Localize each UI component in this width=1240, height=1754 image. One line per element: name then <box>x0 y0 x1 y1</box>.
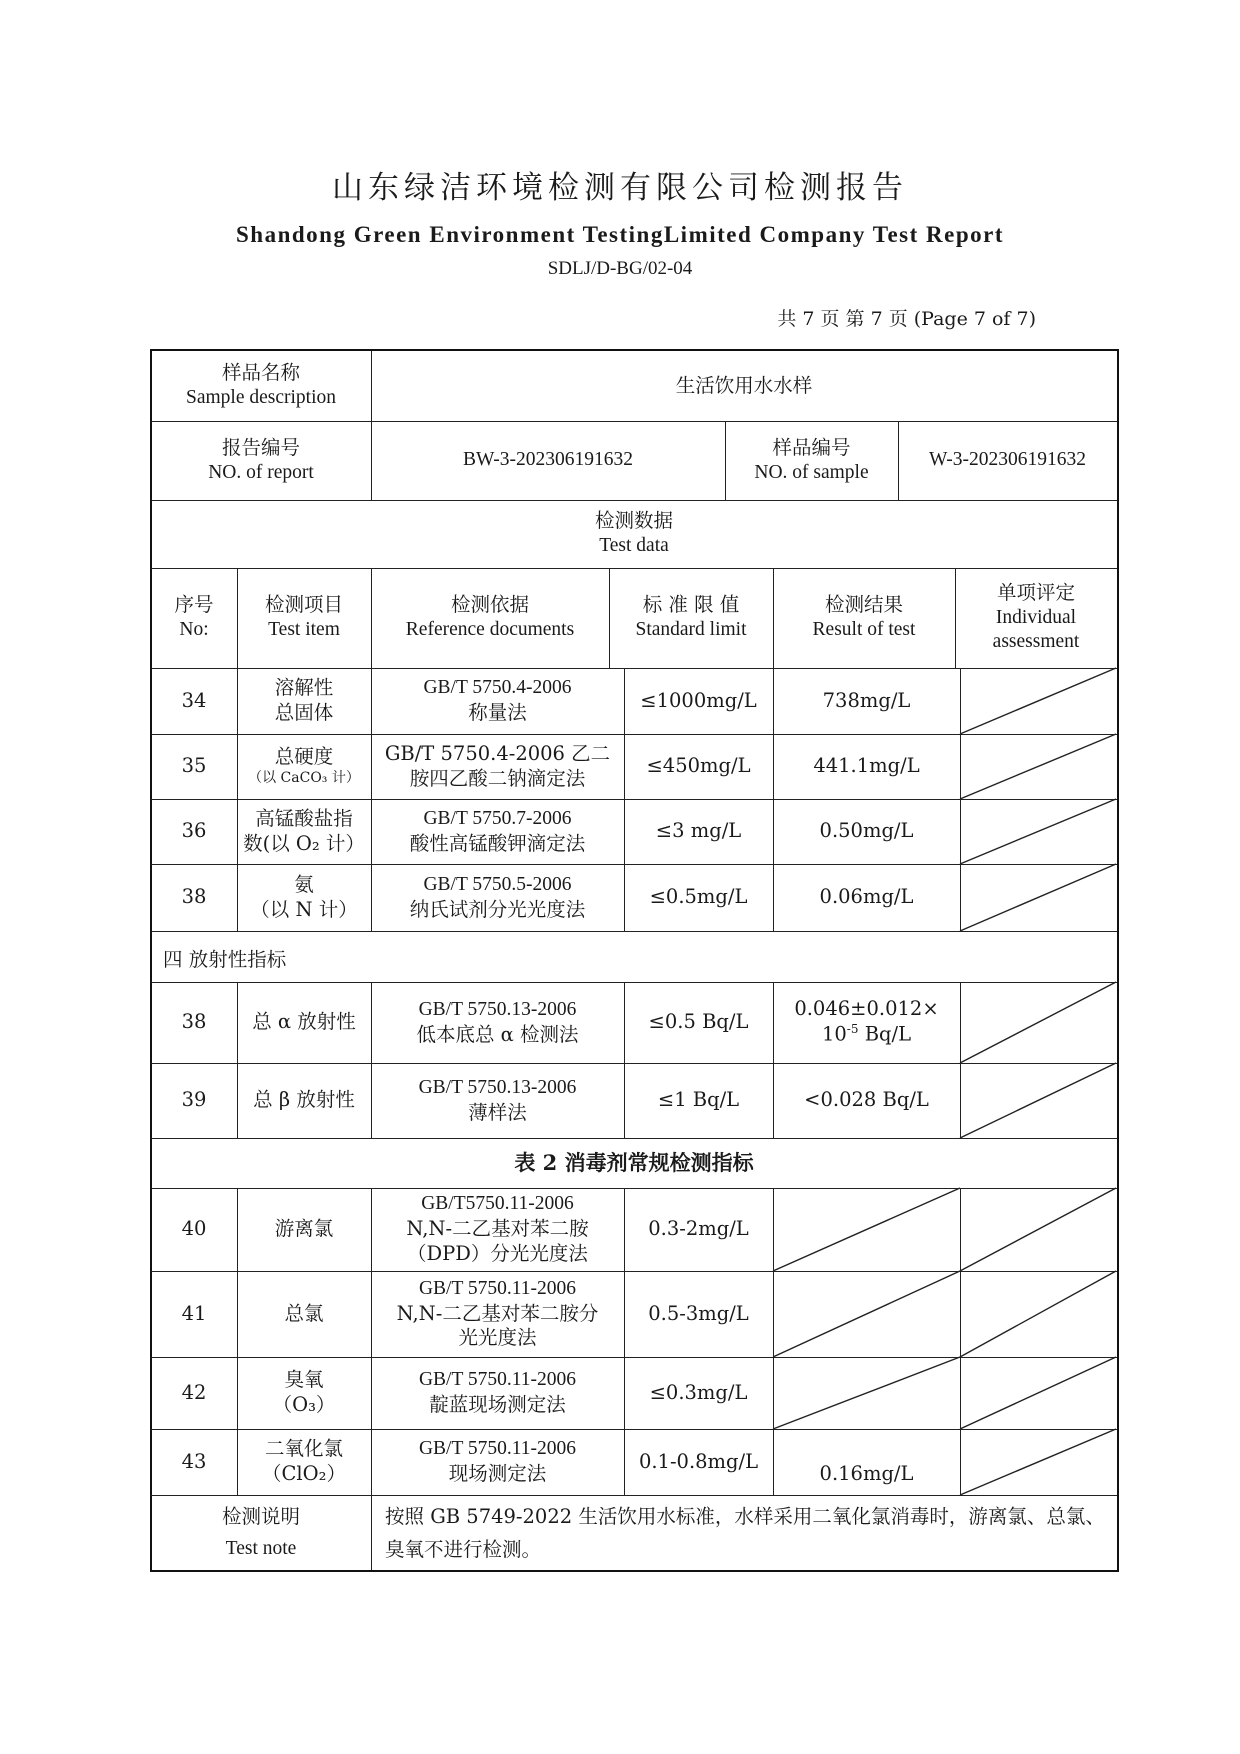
row-43-no: 43 <box>181 1449 207 1473</box>
row-41-limit: 0.5-3mg/L <box>648 1301 749 1325</box>
row-38-limit: ≤0.5mg/L <box>649 885 748 909</box>
row-alpha-result: 0.046±0.012× $10^{-5}$ Bq/L <box>794 997 939 1046</box>
row-43-result: 0.16mg/L <box>819 1462 914 1486</box>
report-title-en: Shandong Green Environment TestingLimited Company Test Report <box>236 222 1004 247</box>
test-note-text: 按照 GB 5749-2022 生活饮用水标准，水样采用二氧化氯消毒时，游离氯、总氯、臭氧不进行检测。 <box>385 1505 1105 1562</box>
row-beta-result: <0.028 Bq/L <box>804 1088 929 1112</box>
document-code: SDLJ/D-BG/02-04 <box>547 258 693 279</box>
row-40-reference: GB/T5750.11-2006 N,N-二乙基对苯二胺 （DPD）分光光度法 <box>406 1193 589 1265</box>
report-number-label: 报告编号 NO. of report <box>208 435 314 483</box>
row-beta-item: 总 β 放射性 <box>253 1088 355 1112</box>
row-36-limit: ≤3 mg/L <box>655 819 742 843</box>
row-42-no: 42 <box>181 1380 207 1404</box>
row-40-limit: 0.3-2mg/L <box>648 1217 749 1241</box>
column-header-result: 检测结果 Result of test <box>812 593 916 640</box>
row-34-item: 溶解性 总固体 <box>274 676 334 724</box>
row-34-limit: ≤1000mg/L <box>640 688 757 712</box>
report-title-cn: 山东绿洁环境检测有限公司检测报告 <box>332 170 908 206</box>
sample-number-value: W-3-202306191632 <box>928 449 1087 471</box>
test-data-title: 检测数据 Test data <box>594 509 673 556</box>
row-alpha-no: 38 <box>181 1010 207 1034</box>
test-note-label: 检测说明 Test note <box>221 1505 300 1559</box>
sample-description-label: 样品名称 Sample description <box>185 361 336 408</box>
row-35-limit: ≤450mg/L <box>646 754 751 778</box>
row-36-no: 36 <box>181 819 207 843</box>
row-35-reference: GB/T 5750.4-2006 乙二 胺四乙酸二钠滴定法 <box>384 741 611 790</box>
column-header-item: 检测项目 Test item <box>264 593 343 640</box>
column-header-assessment: 单项评定 Individual assessment <box>992 580 1080 653</box>
row-41-no: 41 <box>181 1301 207 1325</box>
row-38-result: 0.06mg/L <box>819 885 914 909</box>
row-43-item: 二氧化氯 （ClO₂） <box>262 1437 346 1485</box>
row-38-no: 38 <box>181 885 207 909</box>
row-beta-no: 39 <box>181 1088 207 1112</box>
row-36-reference: GB/T 5750.7-2006 酸性高锰酸钾滴定法 <box>409 807 586 855</box>
row-42-reference: GB/T 5750.11-2006 靛蓝现场测定法 <box>418 1369 577 1416</box>
column-header-no: 序号 No: <box>174 593 214 640</box>
row-36-item: 高锰酸盐指 数(以 O₂ 计） <box>243 806 365 855</box>
row-38-item: 氨 （以 N 计） <box>250 872 358 921</box>
column-header-reference: 检测依据 Reference documents <box>405 593 575 640</box>
row-alpha-item: 总 α 放射性 <box>252 1010 356 1034</box>
row-34-reference: GB/T 5750.4-2006 称量法 <box>423 677 572 724</box>
row-38-reference: GB/T 5750.5-2006 纳氏试剂分光光度法 <box>409 873 586 921</box>
row-40-item: 游离氯 <box>274 1217 334 1241</box>
row-43-reference: GB/T 5750.11-2006 现场测定法 <box>418 1438 577 1485</box>
page-indicator: 共 7 页 第 7 页 (Page 7 of 7) <box>777 308 1036 330</box>
row-alpha-reference: GB/T 5750.13-2006 低本底总 α 检测法 <box>416 998 579 1046</box>
row-beta-limit: ≤1 Bq/L <box>657 1088 740 1112</box>
row-beta-reference: GB/T 5750.13-2006 薄样法 <box>418 1076 577 1124</box>
row-42-limit: ≤0.3mg/L <box>649 1380 748 1404</box>
row-42-item: 臭氧 （O₃） <box>272 1368 336 1416</box>
row-alpha-limit: ≤0.5 Bq/L <box>648 1010 749 1034</box>
table2-title: 表 2 消毒剂常规检测指标 <box>514 1149 754 1175</box>
row-41-item: 总氯 <box>284 1301 324 1325</box>
row-35-result: 441.1mg/L <box>813 754 920 778</box>
row-34-result: 738mg/L <box>822 688 911 712</box>
row-40-no: 40 <box>181 1217 207 1241</box>
row-35-no: 35 <box>181 754 207 778</box>
report-number-value: BW-3-202306191632 <box>462 449 634 471</box>
sample-number-label: 样品编号 NO. of sample <box>754 435 869 483</box>
row-34-no: 34 <box>181 688 207 712</box>
row-43-limit: 0.1-0.8mg/L <box>638 1449 759 1473</box>
sample-description-value: 生活饮用水水样 <box>675 373 813 397</box>
column-header-limit: 标 准 限 值 Standard limit <box>635 593 747 640</box>
row-35-item: 总硬度 （以 CaCO₃ 计） <box>248 745 360 787</box>
section-radioactivity-title: 四 放射性指标 <box>163 948 287 971</box>
row-41-reference: GB/T 5750.11-2006 N,N-二乙基对苯二胺分 光光度法 <box>396 1277 599 1350</box>
row-36-result: 0.50mg/L <box>819 819 914 843</box>
